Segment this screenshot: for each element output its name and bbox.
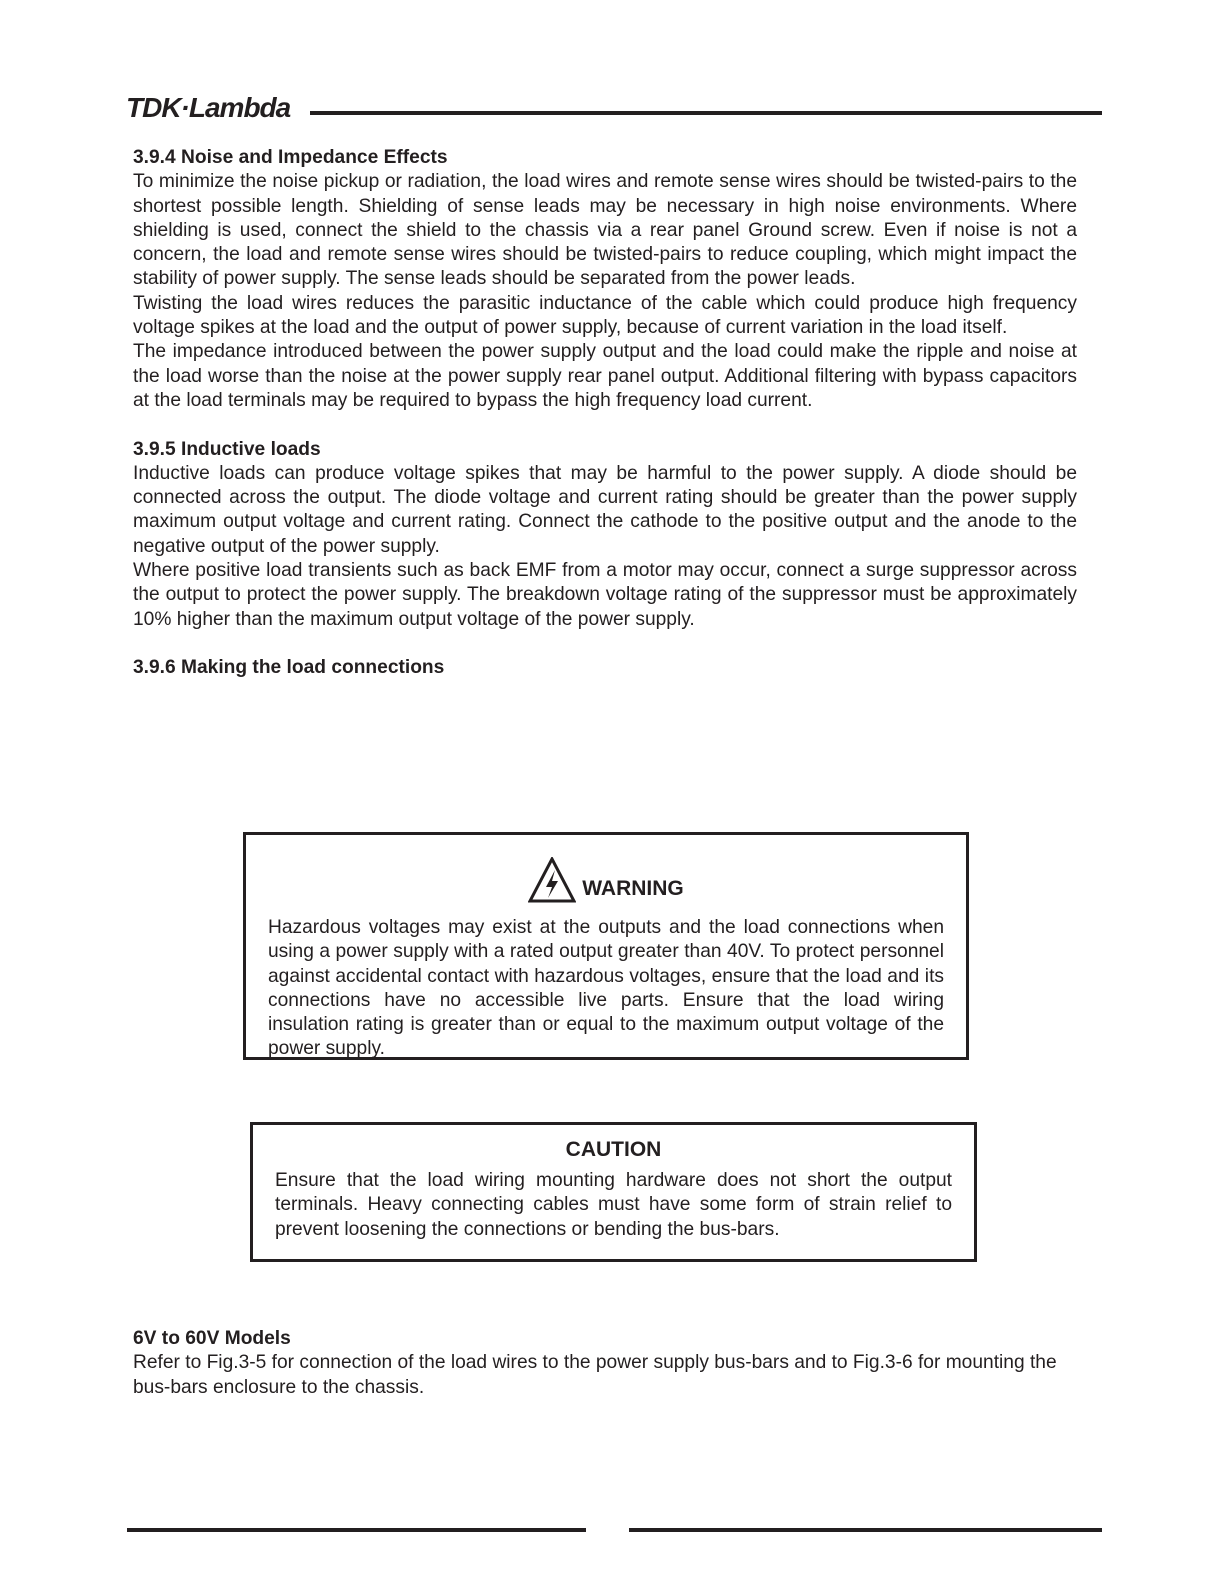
section-heading-noise: 3.9.4 Noise and Impedance Effects	[133, 147, 448, 168]
models-text: Refer to Fig.3-5 for connection of the load wires to the power supply bus-bars and to Fig.3-6 for mounting the bus-bars enclosure to the chassis.	[133, 1352, 1057, 1398]
footer-rule-right	[629, 1528, 1102, 1532]
footer-rule-left	[127, 1528, 586, 1532]
body-content	[133, 146, 1077, 681]
paragraph: Where positive load transients such as back EMF from a motor may occur, connect a surge suppressor across the output to protect the power supply. The breakdown voltage rating of the suppressor must be approximately 10% higher than the maximum output voltage of the power supply.	[133, 560, 1077, 630]
header-rule	[310, 111, 1102, 115]
paragraph: Twisting the load wires reduces the parasitic inductance of the cable which could produce high frequency voltage spikes at the load and the output of power supply, because of current variation in the load itself.	[133, 292, 1077, 339]
warning-box	[243, 832, 969, 1060]
models-section	[133, 1327, 1077, 1400]
paragraph: To minimize the noise pickup or radiation, the load wires and remote sense wires should be twisted-pairs to the shortest possible length. Shielding of sense leads may be necessary in high noise environments. Where shielding is used, connect the shield to the chassis via a rear panel Ground screw. Even if noise is not a concern, the load and remote sense wires should be twisted-pairs to reduce coupling, which might impact the stability of power supply. The sense leads should be separated from the power leads.	[133, 171, 1077, 290]
paragraph: Inductive loads can produce voltage spikes that may be harmful to the power supply. A diode should be connected across the output. The diode voltage and current rating should be greater than the power supply maximum output voltage and current rating. Connect the cathode to the positive output and the anode to the negative output of the power supply.	[133, 462, 1077, 557]
caution-text: Ensure that the load wiring mounting hardware does not short the output terminals. Heavy connecting cables must have some form of strain relief to prevent loosening the connections or bending the bus-bars.	[275, 1170, 952, 1240]
high-voltage-warning-icon	[528, 857, 576, 912]
models-heading: 6V to 60V Models	[133, 1328, 291, 1349]
brand-logo: TDK·Lambda	[126, 92, 291, 123]
warning-text: Hazardous voltages may exist at the outputs and the load connections when using a power supply with a rated output greater than 40V. To protect personnel against accidental contact with hazardous voltages, ensure that the load and its connections have no accessible live parts. Ensure that the load wiring insulation rating is greater than or equal to the maximum output voltage of the power supply.	[268, 917, 944, 1060]
section-heading-load-connections: 3.9.6 Making the load connections	[133, 657, 445, 679]
section-heading-inductive: 3.9.5 Inductive loads	[133, 438, 321, 460]
warning-title: WARNING	[582, 877, 684, 900]
page-header	[126, 92, 1102, 126]
warning-title-row	[268, 857, 944, 912]
paragraph: The impedance introduced between the power supply output and the load could make the ripple and noise at the load worse than the noise at the power supply rear panel output. Additional filtering with bypass capacitors at the load terminals may be required to bypass the high frequency load current.	[133, 341, 1077, 411]
caution-title: CAUTION	[565, 1138, 662, 1161]
caution-box	[250, 1122, 977, 1262]
